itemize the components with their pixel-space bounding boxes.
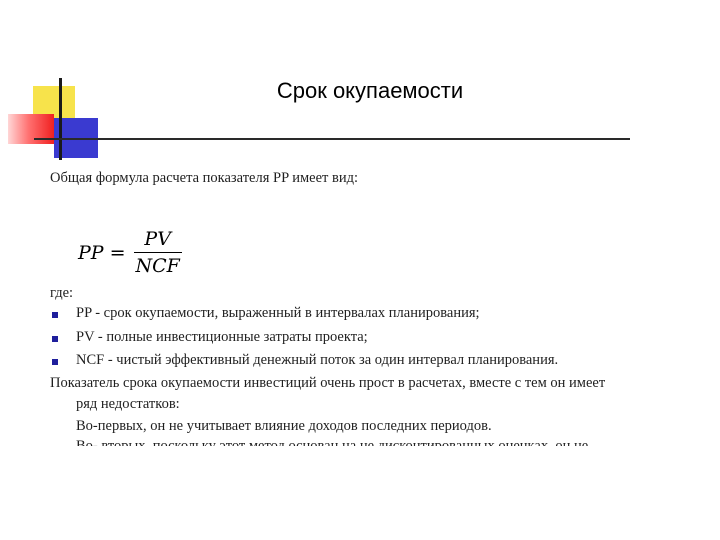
ornament-vertical-line <box>59 78 62 160</box>
formula-equals: = <box>109 241 126 264</box>
title-underline <box>34 138 630 140</box>
formula-lhs: PP <box>78 241 104 264</box>
formula-fraction <box>134 228 182 277</box>
square-bullet-icon <box>52 312 58 318</box>
slide-title: Срок окупаемости <box>276 78 464 103</box>
definition-item: NCF - чистый эффективный денежный поток за один интервал планирования. <box>76 352 559 368</box>
formula-denominator: NCF <box>134 252 182 277</box>
square-bullet-icon <box>52 359 58 365</box>
drawback-point: Во-первых, он не учитывает влияние доходов последних периодов. <box>76 418 492 434</box>
formula-numerator: PV <box>144 228 171 250</box>
definition-item: PP - срок окупаемости, выраженный в интервалах планирования; <box>76 305 480 321</box>
square-bullet-icon <box>52 336 58 342</box>
text-clip-mask <box>0 446 720 540</box>
payback-formula <box>78 228 182 277</box>
paragraph-line: Показатель срока окупаемости инвестиций очень прост в расчетах, вместе с тем он имеет <box>50 375 606 391</box>
where-label: где: <box>50 285 74 301</box>
definition-item: PV - полные инвестиционные затраты проекта; <box>76 329 368 345</box>
paragraph-line: ряд недостатков: <box>76 396 180 412</box>
intro-text: Общая формула расчета показателя PP имеет вид: <box>50 170 358 186</box>
